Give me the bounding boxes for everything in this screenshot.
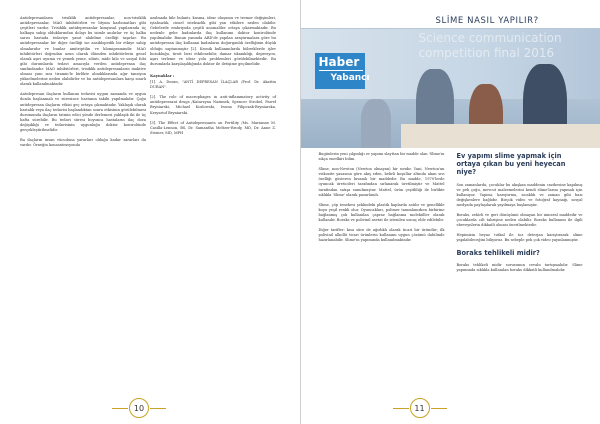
badge-divider <box>319 70 363 71</box>
divider <box>150 408 166 409</box>
paragraph: Bu ilaçların insan vücuduna yararları olduğu kadar zararları da vardır. Örneğin konsantrasyonda <box>20 138 146 148</box>
reference-item: [1]. A. Duran, "ANTİ DEPRESAN İLAÇLAR /Prof. Dr. Akattin DURAN". <box>150 80 276 90</box>
banner-line: Science communication <box>418 31 562 45</box>
banner-line: competition final 2016 <box>418 46 555 60</box>
section-heading-2: Boraks tehlikeli midir? <box>456 248 540 257</box>
left-column-2 <box>150 16 276 141</box>
section-heading: Ev yapımı slime yapmak için ortaya çıkan bu yeni heyecan niye? <box>456 152 566 177</box>
demo-table <box>401 124 600 148</box>
paragraph: azalmada bile bulantı, kusma, idrar oluşumu ve tremor değişimleri, iştahsızlık, cinsel isteksizlik gibi yan etkilere neden olabilir. Gebelerde embriyoda çeşitli anomaliler ortaya çıkarmaktadır. Bu nedenle gebe kadınlarda ilaç kullanımı doktor kontrolünde yapılmalıdır. Bunun yanında ABD'de yapılan araştırmalara göre bu antidepresan ilaç kullanan kadınların doğurganlık özelliğinin düşük olduğu saptanmıştır [2]. Kronik kullanımlarda böbreklerde işlev bozukluğu, tiroit bezi etkilenebilir, damar tıkanıklığı, depresyon, aşırı terleme ve idrar yolu problemleri görülebilmektedir. Bu durumlarla karşılaşıldığında doktor ile iletişime geçilmelidir. <box>150 16 276 66</box>
paragraph: Son zamanlarda, çocuklar bu akışkan maddenin cazibesine kapılmış ve pek çoğu, mevcut malzemelerini kendi slime'larını yapmak için kullanıyor. Yapımı, karıştırma, sıcaklık ve zaman gibi bazı değişkenlere bağlıdır. Birçok video ve fotoğraf kaynağı, sosyal medyada paylaşılarak yayılmaya başlamıştır. <box>456 182 583 207</box>
photo-banner-text <box>419 31 562 61</box>
article-title: SLİME NASIL YAPILIR? <box>435 16 539 26</box>
paragraph: Boraks tehlikeli midir sorusunun cevabı tartışmalıdır. Slime yapımında sıklıkla kullanılan boraks dikkatli kullanılmalıdır. <box>456 262 583 272</box>
divider <box>431 408 447 409</box>
badge-line-2: Yabancı <box>330 73 370 83</box>
divider <box>112 408 128 409</box>
page-number-right <box>393 398 449 418</box>
references-title: Kaynaklar : <box>150 72 175 78</box>
person-silhouette <box>361 99 391 148</box>
badge-line-1: Haber <box>318 55 360 69</box>
right-column-1 <box>319 152 445 248</box>
paragraph: Bugünlerin yeni çılgınlığı ev yapımı slayttan bir madde olan 'Slime'ın sıkça enedkiri bilim. <box>318 152 445 162</box>
paragraph: Slime, çöp tenekesi şeklindeki plastik kaplarda satılır ve genellikle koyu yeşil renkli olur. Oyuncakları, polimer tanımlanırken birbirine bağlanmış çok kullanılan çapraz bağlanma moleküller olarak kullanılır. Boraks ve polivinil asetat ile istenilen sonuç elde edilebilir. <box>318 202 445 223</box>
page-number-left <box>112 398 168 418</box>
right-column-2 <box>457 152 583 278</box>
section-badge <box>315 53 370 89</box>
page-number-circle: 10 <box>129 398 149 418</box>
reference-item: [3]. The Effect of Antidepressants on Fertility /Ms. Marianne M. Casilla-Lennon, BS, Dr. Samantha Meltzer-Brody, MD, Dr. Anne Z. Steiner, MD, MPH <box>150 120 276 135</box>
left-column-1 <box>20 16 146 153</box>
paragraph: Boraks, zehirli ve geri dönüşümü olmayan bir mineral maddedir ve çocuklarda cilt tahrişine neden olabilir. Boraks kullanımı ile ilgili ebeveynlerin dikkatli olması önerilmektedir. <box>456 213 583 228</box>
paragraph: Hepimizin beyaz tutkal ile toz deterjan karıştırarak slime yapılabileceğini biliyoruz. Bu sebeple pek çok video yayınlanmıştır. <box>456 233 583 243</box>
right-page <box>301 0 600 424</box>
reference-item: [2]. The role of macrophages in anti-inflammatory activity of antidepressant drugs /Katarzyna Nazimek, Spencer Strobel, Paweł Bryniarski, Michael Kozlowski, Iwona Filipczak-Bryniarska, Krzysztof Bryniarski. <box>150 95 276 115</box>
paragraph: Antidepresanların trisiklik antidepresanlar, non-trisiklik antidepresanlar, MAO inhibitörleri ve lityum karbonatları gibi çeşitleri vardır. Trisiklik antidepresanlar kimyasal yapılarında üç halkaya sahip olduklarından dolayı bu isimle anılırlar ve üç halka sarısı hastada tedaviye yanıt alabilme özelliği taşırlar. Bu antidepresanlar bir diğer özelliği ise ansiklopedik bir etkiye sahip olmalarıdır ve bunlar amitriptilin ve klomipramindir. MAO inhibitörleri doğrudan uzun olarak ölümden inhibitörlerin genel olarak aşırı uyuma ve yemek yeme, silinti, mide kilo ve sosyal fobi gibi durumlarda tedavi amacıyla verilen antidepresan ilaç sınıfındandır. MAO inhibitörleri, trisiklik antidepresanların inaktive olması yanı sıra tiramin'le birlikte alındıklarında ağır tansiyon yükselmelerine neden olabilirler ve bu antidepresanlara karşı sınırlı olarak kullanılmaktadır. <box>20 16 146 87</box>
page-number-circle: 11 <box>410 398 430 418</box>
paragraph: Antidepresan ilaçların kullanım tedavisi uygun zamanda ve uygun dozda başlanmalı ve süresince hastanın takibi yapılmalıdır. Çoğu antidepresan ilaçların etkisi geç ortaya çıkmaktadır. Yaklaşık olarak hastalık veya ilaç tedavisi başlandıktan sonra etkisinin görülebilmesi durumunda ilaçların tatmin edici yönde ilerlemesi yaklaşık iki ile üç hafta sürebilir. Bu tedavi süresi boyunca hastaların ilaç dozu değişikliği ve tedavisinin uygunluğu doktor kontrolünde gerçekleştirilmelidir. <box>20 92 146 132</box>
paragraph: Diğer tarifler: kısa süre de ağırlıklı olarak ticari bir üründür; ilk polivinil alkollü ticari ürünlerin kullanımı uygun çözümü dahilinde hazırlanabilir. Slime'ın yapımında kullanılmaktadır. <box>318 228 445 243</box>
divider <box>393 408 409 409</box>
paragraph: Slime, non-Newton (Newton olmayan) bir sıvıdır. Yani, Newton'un viskozite yasasına göre akış eden, belirli koşullar altında akan sıvı özelliği gösteren kıvamlı bir maddedir. Bu madde, 1970'lerde oyuncak üreticileri tarafından sırlanarak üretilmiştir ve Mattel tarafından satışa sunulmuştur. Mattel, ürün çeşitliliği ile birlikte sıklıkla 'Slime' olarak pazarlandı. <box>318 167 445 197</box>
